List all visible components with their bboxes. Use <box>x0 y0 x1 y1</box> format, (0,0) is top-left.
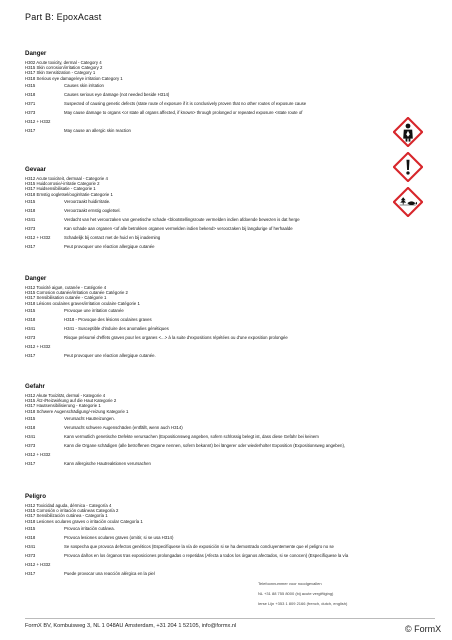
section-title: Danger <box>25 50 47 57</box>
ghs-pictograms <box>393 117 435 222</box>
statement-text: Kan schade aan organen <of alle betrokken organen vermelden indien bekend> veroorzaken bij langdurige of herhaalde <box>64 226 293 232</box>
hazard-class: H315 Huidcorrosie/-irritatie Categorie 2 <box>25 181 100 187</box>
statement-text: Kann vermutlich genetische Defekte verursachen (Expositionsweg angeben, sofern schlüssig belegt ist, dass diese Gefahr bei keinem <box>64 434 319 440</box>
hazard-class: H315 Corrosion cutanée/irritation cutanée Catégorie 2 <box>25 290 128 296</box>
statement-code: H315 <box>25 199 36 205</box>
statement-code: H312 + H332 <box>25 344 51 350</box>
hazard-class: H317 Sensibilisation cutanée - Catégorie 1 <box>25 295 107 301</box>
hazard-class: H318 Lésions oculaires graves/irritation oculaire Catégorie 1 <box>25 300 140 306</box>
statement-code: H318 <box>25 317 36 323</box>
hazard-class: H312 Toxicidad aguda, dérmica - Categoría 4 <box>25 503 112 508</box>
statement-code: H341 <box>25 326 36 332</box>
hazard-statement <box>25 101 423 106</box>
statement-code: H373 <box>25 226 36 232</box>
hazard-class: H315 Skin corrosion/irritation Category 2 <box>25 65 103 71</box>
hazard-statement <box>25 535 423 540</box>
hazard-class: H318 Lesiones oculares graves o irritación ocular Categoría 1 <box>25 518 143 524</box>
statement-code: H315 <box>25 416 36 422</box>
hazard-statement <box>25 425 423 430</box>
section-title: Gefahr <box>25 383 45 390</box>
statement-text: Peut provoquer une réaction allergique cutanée <box>64 244 155 250</box>
hazard-statement <box>25 83 423 88</box>
statement-code: H341 <box>25 544 36 550</box>
hazard-class: H317 Hautsensibilisierung - Kategorie 1 <box>25 403 101 409</box>
statement-text <box>64 452 423 457</box>
hazard-statement <box>25 326 423 331</box>
hazard-statement <box>25 571 423 576</box>
hazard-class: H315 Corrosión o irritación cutáneas Categoría 2 <box>25 508 119 514</box>
hazard-class: H315 Ätz-/Reizwirkung auf die Haut Kategorie 2 <box>25 398 117 404</box>
statement-code: H317 <box>25 353 36 359</box>
statement-code: H312 + H332 <box>25 235 51 241</box>
hazard-classes <box>25 60 423 81</box>
hazard-statement <box>25 335 423 340</box>
hazard-statement <box>25 128 423 133</box>
statement-code: H315 <box>25 83 36 89</box>
statement-code: H317 <box>25 244 36 250</box>
statement-text: Causes serious eye damage (not needed beside H314) <box>64 92 170 98</box>
statement-code: H317 <box>25 571 36 577</box>
statement-text: Causes skin irritation <box>64 83 104 89</box>
section-title: Danger <box>25 275 47 282</box>
statement-text: Verdacht van het veroorzaken van genetische schade <blootstellingsroute vermelden indien afdoende bewezen is dat herge <box>64 217 300 223</box>
contact-phone-ie: Ierse Lijn +353 1 809 2166 (french, dutch, english) <box>258 601 348 606</box>
hazard-statement <box>25 544 423 549</box>
statement-text: H318 - Provoque des lésions oculaires graves <box>64 317 152 323</box>
hazard-statement <box>25 244 423 249</box>
hazard-statement <box>25 344 423 349</box>
statement-text: Provoca daños en los órganos tras exposiciones prolongadas o repetidas (Afecta a todos los órganos afectados, si se conocen) (Especifíquese la vía <box>64 553 349 559</box>
statement-text: Verursacht Hautreizungen. <box>64 416 115 422</box>
statement-code: H373 <box>25 110 36 116</box>
hazard-statement <box>25 562 423 567</box>
statement-text: May cause an allergic skin reaction <box>64 128 131 134</box>
hazard-statement <box>25 235 423 240</box>
hazard-class: H312 Akute Toxizität, dermal - Kategorie 4 <box>25 393 106 398</box>
statement-code: H373 <box>25 443 36 449</box>
hazard-class: H318 Schwere Augenschädigung/-reizung Kategorie 1 <box>25 408 129 414</box>
statement-text: Provoca irritación cutánea. <box>64 526 115 532</box>
hazard-class: H318 Serious eye damage/eye irritation Category 1 <box>25 75 123 81</box>
hazard-statement <box>25 434 423 439</box>
statement-code: H341 <box>25 217 36 223</box>
health-hazard-icon <box>393 117 423 147</box>
statement-code: H371 <box>25 101 36 107</box>
statement-code: H373 <box>25 335 36 341</box>
hazard-statement <box>25 461 423 466</box>
hazard-class: H318 Ernstig oogletsel/oogirritatie Categorie 1 <box>25 191 113 197</box>
statement-text: Provoque une irritation cutanée <box>64 308 124 314</box>
statement-code: H315 <box>25 308 36 314</box>
hazard-statement <box>25 416 423 421</box>
footer-divider <box>25 618 435 619</box>
statement-text: Kann allergische Hautreaktionen verursachen <box>64 461 151 467</box>
hazard-classes <box>25 176 423 197</box>
hazard-statement <box>25 226 423 231</box>
hazard-class: H312 Acute toxiciteit, dermaal - Categorie 4 <box>25 176 108 181</box>
statement-text: Veroorzaakt huidirritatie. <box>64 199 111 205</box>
environment-hazard-icon <box>393 187 423 217</box>
hazard-statement <box>25 526 423 531</box>
hazard-classes <box>25 393 423 414</box>
statement-text <box>64 119 423 124</box>
statement-text: Schadelijk bij contact met de huid en bij inademing <box>64 235 161 241</box>
hazard-section-spanish <box>25 493 423 580</box>
emergency-contact <box>258 579 347 609</box>
statement-text: Se sospecha que provoca defectos genéticos (Especifíquese la vía de exposición si se ha demostrado concluyentemente que el peligro no se <box>64 544 334 550</box>
section-title: Gevaar <box>25 166 46 173</box>
statement-code: H318 <box>25 535 36 541</box>
hazard-statement <box>25 217 423 222</box>
hazard-statement <box>25 199 423 204</box>
hazard-classes <box>25 285 423 306</box>
hazard-section-german <box>25 383 423 470</box>
statement-code: H317 <box>25 461 36 467</box>
contact-phone-nl: NL +31 88 755 8000 (bij acute vergiftiging) <box>258 591 334 596</box>
hazard-class: H312 Toxicité aiguë, cutanée - Catégorie 4 <box>25 285 107 290</box>
statement-code: H315 <box>25 526 36 532</box>
page-title: Part B: EpoxAcast <box>25 12 102 22</box>
hazard-statement <box>25 119 423 124</box>
statement-text: Risque présumé d'effets graves pour les organes <...> à la suite d'expositions répétées ou d'une exposition prolongée <box>64 335 288 341</box>
statement-code: H312 + H332 <box>25 562 51 568</box>
hazard-class: H317 Skin Sensitization - Category 1 <box>25 70 96 76</box>
statement-text: Verursacht schwere Augenschäden (entfällt, wenn auch H314) <box>64 425 183 431</box>
statement-code: H317 <box>25 128 36 134</box>
statement-code: H318 <box>25 425 36 431</box>
statement-code: H312 + H332 <box>25 119 51 125</box>
statement-code: H318 <box>25 92 36 98</box>
footer-address: FormX BV, Kombuisweg 3, NL 1 048AU Amsterdam, +31 204 1 52105, info@formx.nl <box>25 623 237 629</box>
hazard-classes <box>25 503 423 524</box>
hazard-class: H302 Acute toxicity, dermal - Category 4 <box>25 60 102 65</box>
statement-text: H341 - Susceptible d'induire des anomalies génétiques <box>64 326 169 332</box>
section-title: Peligro <box>25 493 46 500</box>
statement-text: Puede provocar una reacción alérgica en la piel <box>64 571 155 577</box>
statement-text: Provoca lesiones oculares graves (omitir, si se usa H314) <box>64 535 174 541</box>
hazard-statement <box>25 353 423 358</box>
hazard-statement <box>25 443 423 448</box>
hazard-statement <box>25 208 423 213</box>
statement-text: Veroorzaakt ernstig oogletsel. <box>64 208 121 214</box>
statement-text <box>64 562 423 567</box>
statement-text: Peut provoquer une réaction allergique cutanée. <box>64 353 156 359</box>
hazard-statement <box>25 317 423 322</box>
statement-code: H341 <box>25 434 36 440</box>
hazard-statement <box>25 553 423 558</box>
hazard-section-french <box>25 275 423 362</box>
hazard-statement <box>25 452 423 457</box>
contact-heading: Telefoonnummer voor noodgevallen <box>258 581 322 586</box>
statement-code: H312 + H332 <box>25 452 51 458</box>
hazard-statement <box>25 308 423 313</box>
hazard-class: H317 Sensibilización cutánea - Categoría 1 <box>25 513 108 519</box>
hazard-class: H317 Huidsensibilisatie - Categorie 1 <box>25 186 96 192</box>
statement-text: Suspected of causing genetic defects (state route of exposure if it is conclusively proven that no other routes of exposure cause <box>64 101 307 107</box>
statement-code: H318 <box>25 208 36 214</box>
statement-text: Kann die Organe schädigen (alle betroffenen Organe nennen, sofern bekannt) bei längerer oder wiederholter Exposition (Expositionsweg angeben), <box>64 443 346 449</box>
statement-text <box>64 344 423 349</box>
hazard-section-dutch <box>25 166 423 253</box>
statement-code: H373 <box>25 553 36 559</box>
hazard-statement <box>25 92 423 97</box>
statement-text: May cause damage to organs <or state all organs affected, if known> through prolonged or repeated exposure <state route of <box>64 110 303 116</box>
hazard-statement <box>25 110 423 115</box>
formx-logo: © FormX <box>405 624 442 634</box>
hazard-section-english <box>25 50 423 137</box>
exclamation-mark-icon <box>393 152 423 182</box>
